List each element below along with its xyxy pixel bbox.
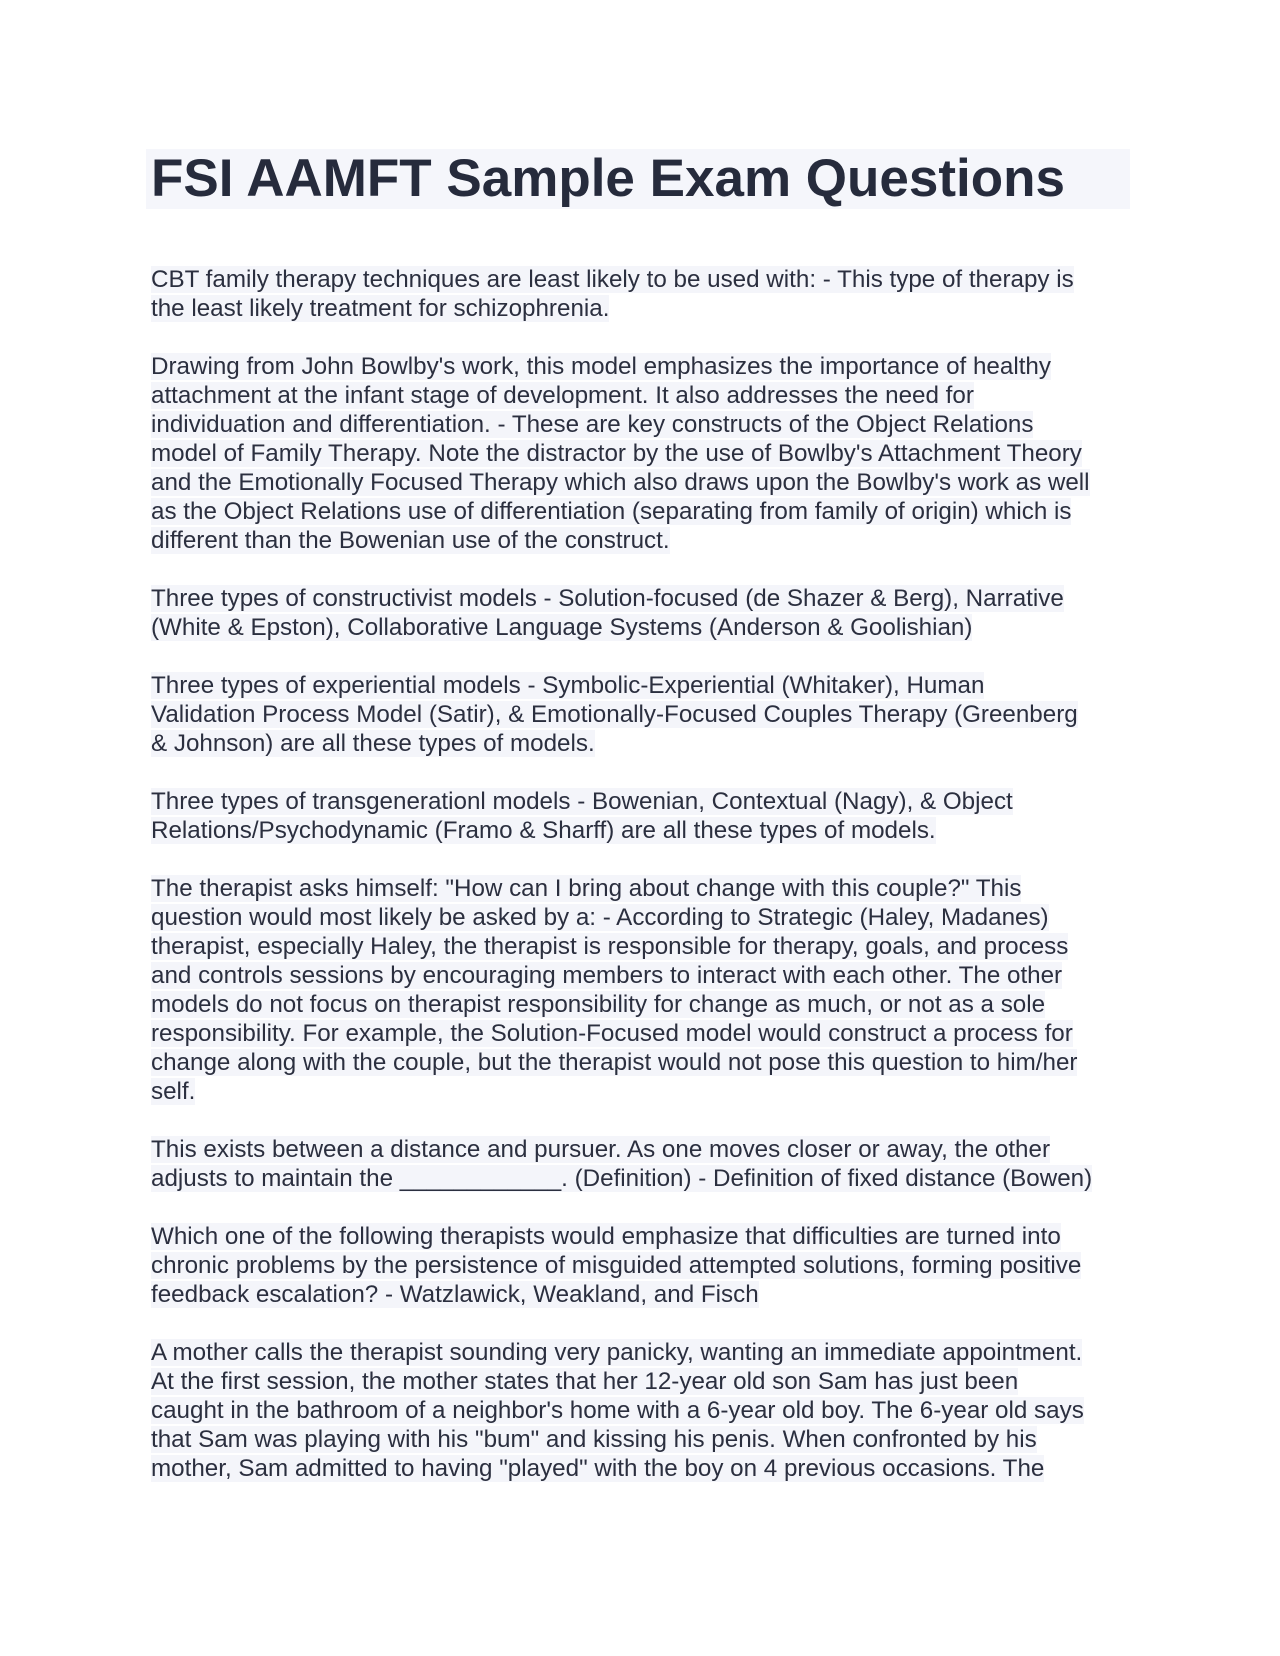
text-line [151,729,1136,758]
text-line [151,961,1136,990]
text-line [151,1338,1136,1367]
page-title: FSI AAMFT Sample Exam Questions [151,149,1065,208]
text-line-content: question would most likely be asked by a: - According to Strategic (Haley, Madanes) [151,904,1049,931]
text-line-content: Relations/Psychodynamic (Framo & Sharff) are all these types of models. [151,817,936,844]
text-line-content: The therapist asks himself: "How can I bring about change with this couple?" This [151,875,1022,902]
text-line-content: Three types of transgenerationl models - Bowenian, Contextual (Nagy), & Object [151,788,1013,815]
text-line-content: as the Object Relations use of differentiation (separating from family of origin) which is [151,498,1072,525]
text-line [151,294,1136,323]
text-line [151,265,1136,294]
text-line [151,468,1136,497]
text-line-content: different than the Bowenian use of the construct. [151,527,670,554]
text-line-content: and controls sessions by encouraging members to interact with each other. The other [151,962,1063,989]
text-line [151,1048,1136,1077]
text-line [151,932,1136,961]
text-line-content: Three types of experiential models - Symbolic-Experiential (Whitaker), Human [151,672,985,699]
text-line-content: This exists between a distance and pursuer. As one moves closer or away, the other [151,1136,1050,1163]
text-line [151,1222,1136,1251]
text-line [151,1135,1136,1164]
text-line-content: caught in the bathroom of a neighbor's home with a 6-year old boy. The 6-year old says [151,1397,1084,1424]
text-line [151,874,1136,903]
question-paragraph [151,1222,1136,1309]
text-line [151,1280,1136,1309]
text-line [151,787,1136,816]
text-line [151,584,1136,613]
text-line-content: Three types of constructivist models - Solution-focused (de Shazer & Berg), Narrative [151,585,1064,612]
text-line [151,1367,1136,1396]
text-line [151,526,1136,555]
question-paragraph [151,671,1136,758]
text-line-content: change along with the couple, but the therapist would not pose this question to him/her [151,1049,1078,1076]
text-line-content: Which one of the following therapists would emphasize that difficulties are turned into [151,1223,1061,1250]
text-line-content: Drawing from John Bowlby's work, this model emphasizes the importance of healthy [151,353,1051,380]
text-line [151,497,1136,526]
text-line [151,1164,1136,1193]
text-line-content: CBT family therapy techniques are least likely to be used with: - This type of therapy is [151,266,1074,293]
text-line [151,352,1136,381]
text-line [151,990,1136,1019]
text-line-content: therapist, especially Haley, the therapist is responsible for therapy, goals, and process [151,933,1069,960]
text-line [151,613,1136,642]
text-line [151,439,1136,468]
text-line [151,410,1136,439]
text-line-content: adjusts to maintain the ____________. (Definition) - Definition of fixed distance (Bowen) [151,1165,1093,1192]
text-line-content: attachment at the infant stage of development. It also addresses the need for [151,382,974,409]
question-paragraph [151,584,1136,642]
document-body [151,265,1136,1512]
text-line-content: that Sam was playing with his "bum" and kissing his penis. When confronted by his [151,1426,1037,1453]
text-line-content: feedback escalation? - Watzlawick, Weakland, and Fisch [151,1281,759,1308]
text-line [151,1019,1136,1048]
question-paragraph [151,787,1136,845]
text-line-content: models do not focus on therapist responsibility for change as much, or not as a sole [151,991,1046,1018]
text-line-content: model of Family Therapy. Note the distractor by the use of Bowlby's Attachment Theory [151,440,1082,467]
question-paragraph [151,1135,1136,1193]
text-line [151,381,1136,410]
text-line [151,1251,1136,1280]
text-line [151,903,1136,932]
text-line-content: and the Emotionally Focused Therapy which also draws upon the Bowlby's work as well [151,469,1090,496]
text-line [151,671,1136,700]
text-line-content: (White & Epston), Collaborative Language Systems (Anderson & Goolishian) [151,614,973,641]
text-line [151,700,1136,729]
text-line-content: Validation Process Model (Satir), & Emotionally-Focused Couples Therapy (Greenberg [151,701,1078,728]
text-line [151,1077,1136,1106]
text-line [151,1396,1136,1425]
text-line-content: the least likely treatment for schizophrenia. [151,295,610,322]
text-line-content: chronic problems by the persistence of misguided attempted solutions, forming positive [151,1252,1082,1279]
text-line-content: mother, Sam admitted to having "played" with the boy on 4 previous occasions. The [151,1455,1045,1482]
text-line-content: responsibility. For example, the Solution-Focused model would construct a process for [151,1020,1073,1047]
text-line [151,1454,1136,1483]
text-line [151,816,1136,845]
text-line-content: A mother calls the therapist sounding very panicky, wanting an immediate appointment. [151,1339,1083,1366]
question-paragraph [151,265,1136,323]
text-line-content: & Johnson) are all these types of models. [151,730,595,757]
question-paragraph [151,352,1136,555]
text-line [151,1425,1136,1454]
question-paragraph [151,1338,1136,1483]
text-line-content: self. [151,1078,196,1105]
text-line-content: individuation and differentiation. - These are key constructs of the Object Relations [151,411,1034,438]
text-line-content: At the first session, the mother states that her 12-year old son Sam has just been [151,1368,1019,1395]
question-paragraph [151,874,1136,1106]
